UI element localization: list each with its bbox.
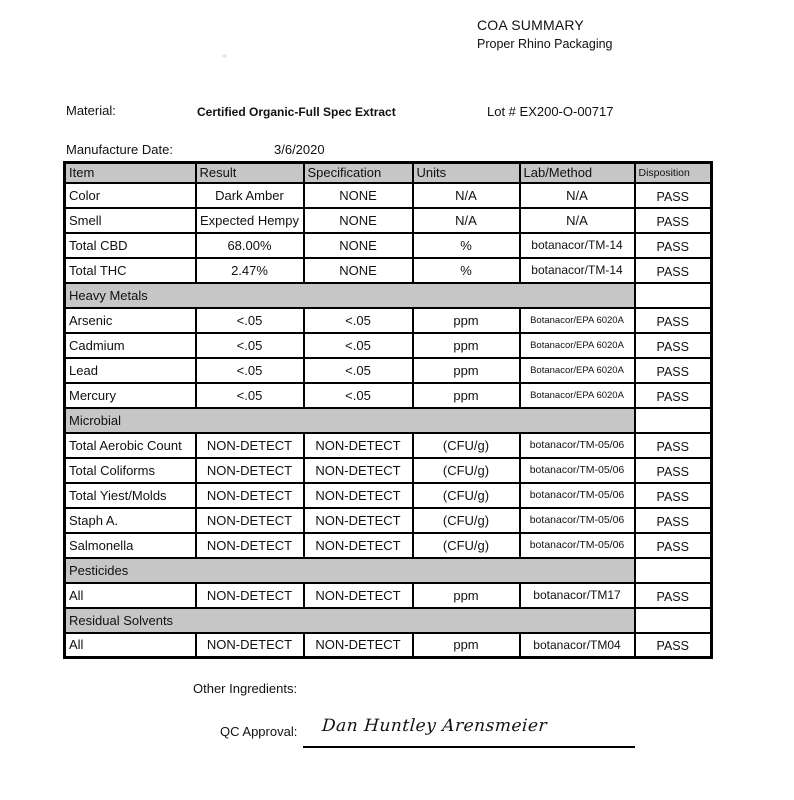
column-header-disposition: Disposition bbox=[635, 163, 712, 183]
item-cell: Lead bbox=[65, 358, 196, 383]
disposition-cell: PASS bbox=[635, 333, 712, 358]
result-cell: <.05 bbox=[196, 358, 304, 383]
section-row bbox=[65, 608, 712, 633]
lab-method-cell: Botanacor/EPA 6020A bbox=[520, 383, 635, 408]
lab-method-cell: botanacor/TM17 bbox=[520, 583, 635, 608]
column-header-result: Result bbox=[196, 163, 304, 183]
units-cell: N/A bbox=[413, 208, 520, 233]
column-header-units: Units bbox=[413, 163, 520, 183]
specification-cell: <.05 bbox=[304, 333, 413, 358]
units-cell: (CFU/g) bbox=[413, 483, 520, 508]
specification-cell: NON-DETECT bbox=[304, 458, 413, 483]
table-row bbox=[65, 308, 712, 333]
units-cell: ppm bbox=[413, 633, 520, 658]
qc-approval-label: QC Approval: bbox=[220, 724, 298, 739]
result-cell: NON-DETECT bbox=[196, 583, 304, 608]
units-cell: (CFU/g) bbox=[413, 508, 520, 533]
section-disposition-cell bbox=[635, 283, 712, 308]
table-row bbox=[65, 333, 712, 358]
table-row bbox=[65, 233, 712, 258]
disposition-cell: PASS bbox=[635, 458, 712, 483]
section-label: Pesticides bbox=[65, 558, 635, 583]
disposition-cell: PASS bbox=[635, 308, 712, 333]
section-label: Heavy Metals bbox=[65, 283, 635, 308]
section-label: Microbial bbox=[65, 408, 635, 433]
result-cell: NON-DETECT bbox=[196, 633, 304, 658]
section-disposition-cell bbox=[635, 558, 712, 583]
scan-artifact-dot bbox=[222, 54, 227, 58]
material-label: Material: bbox=[66, 103, 116, 118]
table-row bbox=[65, 433, 712, 458]
material-value: Certified Organic-Full Spec Extract bbox=[197, 105, 396, 119]
units-cell: N/A bbox=[413, 183, 520, 208]
table-row bbox=[65, 358, 712, 383]
table-header bbox=[65, 163, 712, 183]
units-cell: (CFU/g) bbox=[413, 458, 520, 483]
table-header-row bbox=[65, 163, 712, 183]
specification-cell: NON-DETECT bbox=[304, 508, 413, 533]
units-cell: ppm bbox=[413, 383, 520, 408]
qc-approval-signature: Dan Huntley Arensmeier bbox=[321, 716, 548, 736]
specification-cell: NONE bbox=[304, 183, 413, 208]
item-cell: Staph A. bbox=[65, 508, 196, 533]
result-cell: NON-DETECT bbox=[196, 533, 304, 558]
units-cell: ppm bbox=[413, 583, 520, 608]
specification-cell: NON-DETECT bbox=[304, 483, 413, 508]
coa-table-body bbox=[65, 183, 712, 658]
item-cell: Salmonella bbox=[65, 533, 196, 558]
section-row bbox=[65, 283, 712, 308]
item-cell: Total Aerobic Count bbox=[65, 433, 196, 458]
lab-method-cell: Botanacor/EPA 6020A bbox=[520, 358, 635, 383]
result-cell: 2.47% bbox=[196, 258, 304, 283]
table-row bbox=[65, 458, 712, 483]
table-row bbox=[65, 183, 712, 208]
specification-cell: NONE bbox=[304, 208, 413, 233]
coa-results-table bbox=[63, 161, 713, 659]
table-row bbox=[65, 533, 712, 558]
specification-cell: NON-DETECT bbox=[304, 583, 413, 608]
lab-method-cell: botanacor/TM-05/06 bbox=[520, 533, 635, 558]
lab-method-cell: botanacor/TM-05/06 bbox=[520, 433, 635, 458]
disposition-cell: PASS bbox=[635, 383, 712, 408]
lab-method-cell: Botanacor/EPA 6020A bbox=[520, 308, 635, 333]
disposition-cell: PASS bbox=[635, 633, 712, 658]
units-cell: ppm bbox=[413, 358, 520, 383]
section-row bbox=[65, 408, 712, 433]
item-cell: All bbox=[65, 583, 196, 608]
disposition-cell: PASS bbox=[635, 508, 712, 533]
item-cell: Total Coliforms bbox=[65, 458, 196, 483]
result-cell: <.05 bbox=[196, 333, 304, 358]
section-label: Residual Solvents bbox=[65, 608, 635, 633]
specification-cell: NON-DETECT bbox=[304, 433, 413, 458]
disposition-cell: PASS bbox=[635, 433, 712, 458]
lot-number: Lot # EX200-O-00717 bbox=[487, 104, 614, 119]
specification-cell: NONE bbox=[304, 258, 413, 283]
disposition-cell: PASS bbox=[635, 533, 712, 558]
result-cell: 68.00% bbox=[196, 233, 304, 258]
result-cell: NON-DETECT bbox=[196, 433, 304, 458]
specification-cell: NON-DETECT bbox=[304, 633, 413, 658]
specification-cell: <.05 bbox=[304, 383, 413, 408]
result-cell: <.05 bbox=[196, 308, 304, 333]
result-cell: Expected Hempy bbox=[196, 208, 304, 233]
section-disposition-cell bbox=[635, 408, 712, 433]
result-cell: NON-DETECT bbox=[196, 458, 304, 483]
section-row bbox=[65, 558, 712, 583]
specification-cell: <.05 bbox=[304, 358, 413, 383]
column-header-lab-method: Lab/Method bbox=[520, 163, 635, 183]
item-cell: Total Yiest/Molds bbox=[65, 483, 196, 508]
table-row bbox=[65, 583, 712, 608]
section-disposition-cell bbox=[635, 608, 712, 633]
result-cell: NON-DETECT bbox=[196, 483, 304, 508]
item-cell: Total THC bbox=[65, 258, 196, 283]
units-cell: (CFU/g) bbox=[413, 533, 520, 558]
disposition-cell: PASS bbox=[635, 233, 712, 258]
item-cell: Color bbox=[65, 183, 196, 208]
lab-method-cell: Botanacor/EPA 6020A bbox=[520, 333, 635, 358]
disposition-cell: PASS bbox=[635, 358, 712, 383]
document-title: COA SUMMARY bbox=[477, 17, 584, 33]
item-cell: Total CBD bbox=[65, 233, 196, 258]
table-row bbox=[65, 208, 712, 233]
signature-underline bbox=[303, 746, 635, 748]
table-row bbox=[65, 258, 712, 283]
table-row bbox=[65, 483, 712, 508]
other-ingredients-label: Other Ingredients: bbox=[193, 681, 298, 696]
specification-cell: NONE bbox=[304, 233, 413, 258]
specification-cell: <.05 bbox=[304, 308, 413, 333]
lab-method-cell: N/A bbox=[520, 208, 635, 233]
lab-method-cell: N/A bbox=[520, 183, 635, 208]
column-header-specification: Specification bbox=[304, 163, 413, 183]
table-row bbox=[65, 383, 712, 408]
table-row bbox=[65, 508, 712, 533]
specification-cell: NON-DETECT bbox=[304, 533, 413, 558]
manufacture-date-label: Manufacture Date: bbox=[66, 142, 173, 157]
disposition-cell: PASS bbox=[635, 583, 712, 608]
units-cell: % bbox=[413, 233, 520, 258]
column-header-item: Item bbox=[65, 163, 196, 183]
lab-method-cell: botanacor/TM04 bbox=[520, 633, 635, 658]
lab-method-cell: botanacor/TM-14 bbox=[520, 233, 635, 258]
result-cell: NON-DETECT bbox=[196, 508, 304, 533]
disposition-cell: PASS bbox=[635, 483, 712, 508]
item-cell: Mercury bbox=[65, 383, 196, 408]
disposition-cell: PASS bbox=[635, 258, 712, 283]
item-cell: Cadmium bbox=[65, 333, 196, 358]
item-cell: Smell bbox=[65, 208, 196, 233]
disposition-cell: PASS bbox=[635, 208, 712, 233]
lab-method-cell: botanacor/TM-05/06 bbox=[520, 458, 635, 483]
units-cell: (CFU/g) bbox=[413, 433, 520, 458]
disposition-cell: PASS bbox=[635, 183, 712, 208]
lab-method-cell: botanacor/TM-14 bbox=[520, 258, 635, 283]
result-cell: <.05 bbox=[196, 383, 304, 408]
lab-method-cell: botanacor/TM-05/06 bbox=[520, 483, 635, 508]
company-name: Proper Rhino Packaging bbox=[477, 37, 613, 51]
units-cell: ppm bbox=[413, 333, 520, 358]
units-cell: ppm bbox=[413, 308, 520, 333]
result-cell: Dark Amber bbox=[196, 183, 304, 208]
units-cell: % bbox=[413, 258, 520, 283]
table-row bbox=[65, 633, 712, 658]
lab-method-cell: botanacor/TM-05/06 bbox=[520, 508, 635, 533]
item-cell: Arsenic bbox=[65, 308, 196, 333]
item-cell: All bbox=[65, 633, 196, 658]
manufacture-date-value: 3/6/2020 bbox=[274, 142, 325, 157]
